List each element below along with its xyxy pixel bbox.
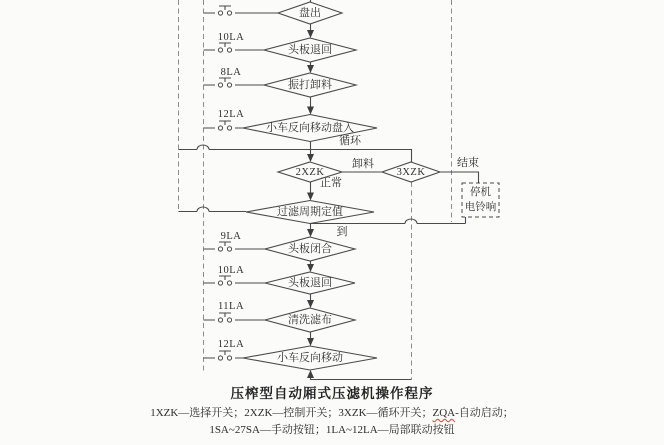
bottom-loop-line bbox=[311, 377, 412, 380]
terminal-box-text bbox=[462, 185, 499, 215]
node-label-wash-cloth: 清洗滤布 bbox=[288, 314, 332, 326]
switch-label-12la-1: 12LA bbox=[217, 109, 245, 120]
figure-title: 压榨型自动厢式压滤机操作程序 bbox=[230, 386, 434, 401]
node-label-2xzk: 2XZK bbox=[295, 167, 325, 178]
edge-label-cycle: 循环 bbox=[339, 135, 361, 147]
node-label-cart-reverse-in: 小车反向移动盘入 bbox=[266, 122, 354, 134]
terminal-box-line2: 电铃响 bbox=[464, 202, 497, 213]
node-label-plate-return-1: 头板退回 bbox=[288, 44, 332, 56]
edge-label-reached: 到 bbox=[336, 226, 348, 238]
node-label-plate-return-2: 头板退回 bbox=[288, 277, 332, 289]
switch-label-8la: 8LA bbox=[220, 67, 242, 78]
edge-label-end: 结束 bbox=[457, 157, 479, 169]
switch-label-10la-2: 10LA bbox=[217, 265, 245, 276]
node-label-shake-unload: 振打卸料 bbox=[288, 79, 332, 91]
legend1-part-a: 1XZK—选择开关；2XZK—控制开关；3XZK—循环开关； bbox=[150, 407, 433, 419]
figure-legend-line2: 1SA~27SA—手动按钮；1LA~12LA—局部联动按钮 bbox=[209, 424, 455, 436]
legend1-part-b: -自动启动； bbox=[455, 407, 514, 419]
edge-label-normal: 正常 bbox=[320, 177, 342, 189]
switch-label-12la-2: 12LA bbox=[217, 339, 245, 350]
node-label-3xzk: 3XZK bbox=[396, 167, 426, 178]
switch-label-10la-1: 10LA bbox=[217, 32, 245, 43]
end-branch-line bbox=[440, 172, 479, 183]
switch-label-9la: 9LA bbox=[220, 231, 242, 242]
node-label-plate-close: 头板闭合 bbox=[288, 243, 332, 255]
edge-label-unload: 卸料 bbox=[352, 158, 374, 170]
node-label-filter-cycle: 过滤周期定值 bbox=[277, 206, 343, 218]
figure-legend-line1 bbox=[0, 404, 664, 420]
terminal-box-line1: 停机 bbox=[470, 187, 491, 198]
switch-label-11la: 11LA bbox=[217, 301, 245, 312]
node-label-cart-reverse: 小车反向移动 bbox=[277, 352, 343, 364]
node-label-pan-out: 盘出 bbox=[299, 7, 321, 19]
legend1-zqa: ZQA bbox=[432, 407, 456, 419]
filter-cycle-left-line bbox=[179, 207, 247, 212]
